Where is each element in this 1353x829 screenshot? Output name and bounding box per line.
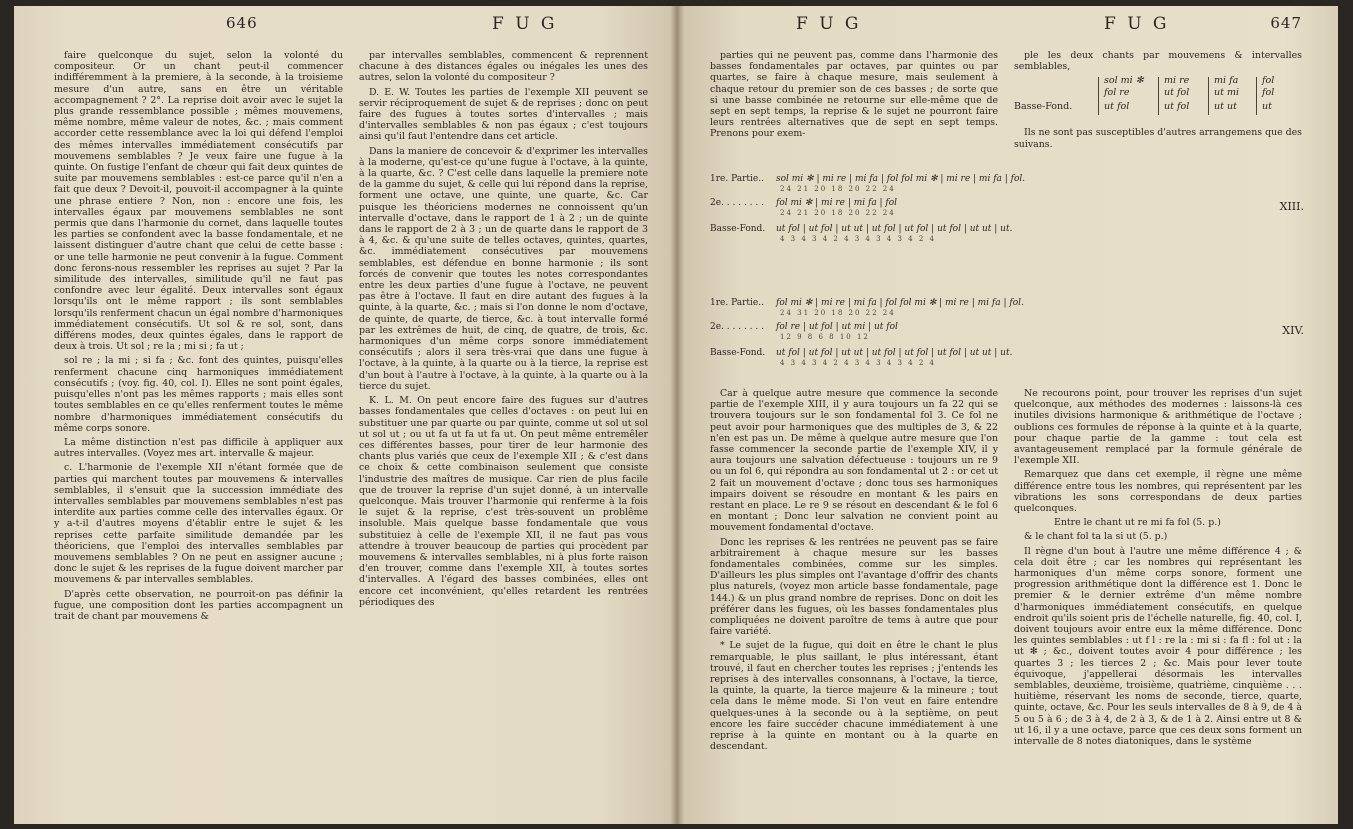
ratio-numbers: 4 3 4 3 4 2 4 3 4 3 4 3 4 2 4: [780, 235, 936, 243]
score-row-part1: [710, 298, 1024, 308]
table-cell: ut: [1262, 101, 1272, 113]
score-row-bass: [710, 348, 1012, 358]
ratio-numbers: 12 9 8 6 8 10 12: [780, 333, 870, 341]
paragraph: Remarquez que dans cet exemple, il règne une même différence entre tous les nombres, qui représentent par les vibrations les sons correspondans de deux parties quelconques.: [1014, 469, 1302, 515]
example-numeral: XIII.: [1279, 200, 1304, 213]
paragraph: * Le sujet de la fugue, qui doit en être le chant le plus remarquable, le plus saillant, le plus intéressant, étant trouvé, il faut en chercher toutes les reprises ; j'entends les reprises à des intervalles consonnans, à l'octave, la tierce, la quinte, la quarte, la tierce majeure & la mineure ; tout cela dans le même mode. Si l'on veut en faire entendre quelques-unes à la seconde ou à la septième, on peut encore les faire succéder chacune immédiatement à une reprise à la quinte en montant ou à la quarte en descendant.: [710, 640, 998, 753]
paragraph: Ils ne sont pas susceptibles d'autres arrangemens que des suivans.: [1014, 127, 1302, 150]
note-sequence: sol mi ✻ | mi re | mi fa | fol fol mi ✻ | mi re | mi fa | fol.: [776, 174, 1026, 184]
paragraph: D'après cette observation, ne pourroit-on pas définir la fugue, une composition dont les parties accompagnent un trait de chant par mouvemens &: [54, 588, 343, 622]
music-example-xiv: [710, 298, 1304, 382]
measure-bar: [1256, 77, 1257, 115]
paragraph: Il règne d'un bout à l'autre une même différence 4 ; & cela doit être ; car les nombres qui représentant les harmoniques d'un même corps sonore, forment une progression arithmétique dont la différence est 1. Donc le premier & le dernier extrême d'un même nombre d'harmoniques immédiatement consécutifs, en quelque endroit qu'ils soient pris de l'échelle naturelle, fig. 40, col. I, doivent toujours avoir entre eux la même différence. Donc les quintes semblables : ut f l : re la : mi si : fa fl : fol ut : la ut ✻ ; &c., doivent toutes avoir 4 pour différence ; les quartes 3 ; les tierces 2 ; &c. Mais pour lever toute équivoque, j'appellerai désormais les intervalles semblables, deuxième, troisième, quatrième, cinquième . . . huitième, réservant les noms de seconde, tierce, quarte, quinte, octave, &c. Pour les seuls intervalles de 8 à 9, de 4 à 5 ou 5 à 6 ; de 3 à 4, de 2 à 3, & de 1 à 2. Ainsi entre ut 8 & ut 16, il y a une octave, parce que ces deux sons forment un intervalle de 8 notes diatoniques, dans le système: [1014, 545, 1302, 748]
paragraph: & le chant fol ta la si ut (5. p.): [1024, 531, 1168, 543]
page-header-title: F U G: [796, 14, 862, 34]
table-cell: mi fa: [1214, 75, 1239, 87]
example-table: [1014, 75, 1302, 123]
column-right: [359, 50, 648, 810]
row-label: Basse-Fond.: [710, 348, 766, 358]
row-label: Basse-Fond.: [710, 224, 766, 234]
paragraph: ple les deux chants par mouvemens & intervalles semblables,: [1014, 50, 1302, 73]
running-head: [14, 14, 676, 40]
column-right: [1014, 388, 1302, 824]
row-label: 2e. . . . . . . .: [710, 322, 764, 332]
table-cell: ut fol: [1104, 101, 1130, 113]
paragraph: Entre le chant ut re mi fa fol (5. p.): [1054, 517, 1221, 529]
paragraph: Ne recourons point, pour trouver les reprises d'un sujet quelconque, aux méthodes des modernes : laissons-là ces inutiles divisions harmonique & arithmétique de l'octave ; oublions ces formules de réponse à la quinte et à la quarte, pour chaque partie de la gamme : tout cela est avantageusement remplacé par la formule générale de l'exemple XII.: [1014, 388, 1302, 467]
book-spread: [14, 6, 1339, 824]
table-cell: sol mi ✻: [1104, 75, 1144, 87]
score-row-bass: [710, 224, 1012, 234]
right-page: [676, 6, 1338, 824]
paragraph: sol re ; la mi ; si fa ; &c. font des quintes, puisqu'elles renferment chacune cinq harmoniques immédiatement consécutifs ; (voy. fig. 40, col. I). Elles ne sont point égales, puisqu'elles n'ont pas les mêmes rapports ; mais elles sont toutes semblables en ce qu'elles renferment toutes le même nombre d'harmoniques immédiatement consécutifs du même corps sonore.: [54, 355, 343, 434]
table-cell: ut fol: [1164, 101, 1190, 113]
page-number: 647: [1270, 14, 1302, 32]
ratio-numbers: 24 31 20 18 20 22 24: [780, 309, 896, 317]
measure-bar: [1098, 77, 1099, 115]
paragraph: K. L. M. On peut encore faire des fugues sur d'autres basses fondamentales que celles d'octaves : on peut lui en substituer une par quarte ou par quinte, comme ut sol ut sol ut sol ut ; ou ut fa ut fa ut fa ut. On peut même entremêler ces différentes basses, pour tirer de leur harmonie des chants plus variés que ceux de l'exemple XII ; & c'est dans ce choix & cette combinaison seulement que consiste l'industrie des maîtres de musique. Car rien de plus facile que de trouver la reprise d'un sujet donné, à un intervalle quelconque. Mais trouver l'harmonie qui renferme à la fois le sujet & la reprise, c'est très-souvent un problême insoluble. Mais quelque basse fondamentale que vous substituiez à celle de l'exemple XII, il ne faut pas vous attendre à trouver beaucoup de parties qui procèdent par mouvemens & intervalles semblables, ni à plus forte raison d'en trouver, comme dans l'exemple XII, à toutes sortes d'intervalles. A l'égard des basses combinées, elles ont encore cet inconvénient, qu'elles retardent les rentrées périodiques des: [359, 395, 648, 608]
measure-bar: [1158, 77, 1159, 115]
column-left: [54, 50, 343, 810]
table-cell: fol: [1262, 87, 1275, 99]
note-sequence: ut fol | ut fol | ut ut | ut fol | ut fol | ut fol | ut ut | ut.: [776, 348, 1013, 358]
text-columns: [54, 50, 648, 810]
paragraph: Donc les reprises & les rentrées ne peuvent pas se faire arbitrairement à chaque mesure sur les basses fondamentales combinées, comme sur les simples. D'ailleurs les plus simples ont l'avantage d'offrir des chants plus naturels, (voyez mon article basse fondamentale, page 144.) & un plus grand nombre de reprises. Donc on doit les préférer dans les fugues, où les basses fondamentales plus compliquées ne doivent paroître de tems à autre que pour faire variété.: [710, 536, 998, 638]
ratio-numbers: 24 21 20 18 20 22 24: [780, 209, 896, 217]
ratio-numbers: 24 21 20 18 20 22 24: [780, 185, 896, 193]
ratio-numbers: 4 3 4 3 4 2 4 3 4 3 4 3 4 2 4: [780, 359, 936, 367]
table-cell: fol re: [1104, 87, 1130, 99]
page-header-title-secondary: F U G: [1104, 14, 1170, 34]
measure-bar: [1208, 77, 1209, 115]
score-row-part2: [710, 198, 897, 208]
page-number: 646: [226, 14, 258, 32]
paragraph: La même distinction n'est pas difficile à appliquer aux autres intervalles. (Voyez mes art. intervalle & majeur.: [54, 436, 343, 460]
table-cell: ut ut: [1214, 101, 1237, 113]
row-label: 1re. Partie..: [710, 298, 764, 308]
table-cell: fol: [1262, 75, 1275, 87]
paragraph: D. E. W. Toutes les parties de l'exemple XII peuvent se servir réciproquement de sujet & de reprises ; donc on peut faire des fugues à toutes sortes d'intervalles ; mais d'intervalles semblables & non pas égaux ; c'est toujours ainsi qu'il faut l'entendre dans cet article.: [359, 86, 648, 143]
paragraph: c. L'harmonie de l'exemple XII n'étant formée que de parties qui marchent toutes par mouvemens & intervalles semblables, il s'ensuit que la succession immédiate des intervalles semblables par mouvemens semblables n'est pas interdite aux parties comme celle des intervalles égaux. Or y a-t-il d'autres moyens d'établir entre le sujet & les reprises cette parfaite similitude demandée par les théoriciens, que l'emploi des intervalles semblables par mouvemens semblables ? On ne peut en assigner aucune ; donc le sujet & les reprises de la fugue doivent marcher par mouvemens & par intervalles semblables.: [54, 462, 343, 586]
row-label: 2e. . . . . . . .: [710, 198, 764, 208]
score-row-part1: [710, 174, 1025, 184]
score-row-part2: [710, 322, 898, 332]
note-sequence: fol mi ✻ | mi re | mi fa | fol fol mi ✻ | mi re | mi fa | fol.: [776, 298, 1024, 308]
note-sequence: fol mi ✻ | mi re | mi fa | fol: [776, 198, 898, 208]
note-sequence: ut fol | ut fol | ut ut | ut fol | ut fol | ut fol | ut ut | ut.: [776, 224, 1013, 234]
table-cell: mi re: [1164, 75, 1190, 87]
paragraph: par intervalles semblables, commencent & reprennent chacune à des distances égales ou inégales les unes des autres, selon la volonté du compositeur ?: [359, 50, 648, 84]
text-columns: [710, 388, 1304, 824]
paragraph: parties qui ne peuvent pas, comme dans l'harmonie des basses fondamentales par octaves, par quintes ou par quartes, se faire à chaque mesure, mais seulement à chaque retour du premier son de ces basses ; de sorte que si une basse combinée ne retourne sur elle-même que de sept en sept temps, la reprise & le sujet ne pourront faire leurs rentrées alternatives que de sept en sept temps. Prenons pour exem-: [710, 50, 998, 140]
paragraph: Dans la maniere de concevoir & d'exprimer les intervalles à la moderne, qu'est-ce qu'une fugue à l'octave, à la quinte, à la quarte, &c. ? C'est celle dans laquelle la premiere note de la gamme du sujet, & celle qui lui répond dans la reprise, forment une octave, une quinte, une quarte, &c. Car puisque les théoriciens modernes ne connoissent qu'un intervalle d'octave, dans le rapport de 1 à 2 ; un de quinte dans le rapport de 2 à 3 ; un de quarte dans le rapport de 3 à 4, &c. & qu'une suite de telles octaves, quintes, quartes, &c. immédiatement consécutives par mouvemens semblables, est défendue en bonne harmonie ; ils sont forcés de convenir que toutes les notes correspondantes entre les deux parties d'une fugue à l'octave, ne peuvent pas être à l'octave. Il faut en dire autant des fugues à la quinte, à la quarte, &c. ; mais si l'on donne le nom d'octave, de quinte, de quarte, de tierce, &c. à tout intervalle formé par les extrêmes de huit, de cinq, de quatre, de trois, &c. harmoniques d'un même corps sonore immédiatement consécutifs ; alors il sera très-vrai que dans une fugue à l'octave, à la quinte, à la quarte ou à la tierce, la reprise est d'un bout à l'autre à l'octave, à la quinte, à la quarte ou à la tierce du sujet.: [359, 145, 648, 392]
table-row-label: Basse-Fond.: [1014, 101, 1073, 113]
column-left: [710, 388, 998, 824]
intro-columns: [710, 50, 1304, 170]
music-example-xiii: [710, 174, 1304, 292]
column-right: [1014, 50, 1302, 170]
column-left: [710, 50, 998, 170]
left-page: [14, 6, 676, 824]
table-cell: ut mi: [1214, 87, 1240, 99]
row-label: 1re. Partie..: [710, 174, 764, 184]
table-cell: ut fol: [1164, 87, 1190, 99]
running-head: [676, 14, 1338, 40]
example-numeral: XIV.: [1282, 324, 1304, 337]
paragraph: faire quelconque du sujet, selon la volonté du compositeur. Or un chant peut-il commencer indifféremment à la premiere, à la seconde, à la troisieme mesure d'un autre, sans en être un véritable accompagnement ? 2°. La reprise doit avoir avec le sujet la plus grande ressemblance possible ; mêmes mouvemens, même nombre, même valeur de notes, &c. ; mais comment accorder cette ressemblance avec la loi qui défend l'emploi des mêmes intervalles immédiatement consécutifs par mouvemens semblables ? Je veux faire une fugue à la quinte. On fustige l'enfant de chœur qui fait deux quintes de suite par mouvemens semblables : est-ce parce qu'il n'en a fait que deux ? Devoit-il, pouvoit-il accompagner à la quinte une phrase entiere ? Non, non : encore une fois, les intervalles égaux par mouvemens semblables ne sont permis que dans l'harmonie du cornet, dans laquelle toutes les parties se confondent avec la basse fondamentale, et ne laissent distinguer d'autre chant que celui de cette basse : or une telle harmonie ne peut convenir à la fugue. Comment donc ferons-nous ressembler les reprises au sujet ? Par la similitude des intervalles, similitude qu'il ne faut pas confondre avec leur égalité. Deux intervalles sont égaux lorsqu'ils ont le même rapport ; ils sont semblables lorsqu'ils renferment chacun un égal nombre d'harmoniques immédiatement consécutifs. Ut sol & re sol, sont, dans différens modes, deux quintes égales, dans le rapport de deux à trois. Ut sol ; re la ; mi si ; fa ut ;: [54, 50, 343, 353]
paragraph: Car à quelque autre mesure que commence la seconde partie de l'exemple XIII, il y aura toujours un fa 22 qui se trouvera toujours sur le son fondamental fol 3. Ce fol ne peut avoir pour harmoniques que des multiples de 3, & 22 n'en est pas un. De même à quelque autre mesure que l'on fasse commencer la seconde partie de l'exemple XIV, il y aura toujours une salvation défectueuse : toujours un re 9 ou un fol 6, qui répondra au son fondamental ut 2 : or cet ut 2 fait un mouvement d'octave ; donc tous ses harmoniques impairs doivent se résoudre en montant & les pairs en restant en place. Le re 9 se résout en descendant & le fol 6 en montant ; Donc leur salvation ne convient point au mouvement fondamental d'octave.: [710, 388, 998, 534]
note-sequence: fol re | ut fol | ut mi | ut fol: [776, 322, 898, 332]
page-header-title: F U G: [492, 14, 558, 34]
